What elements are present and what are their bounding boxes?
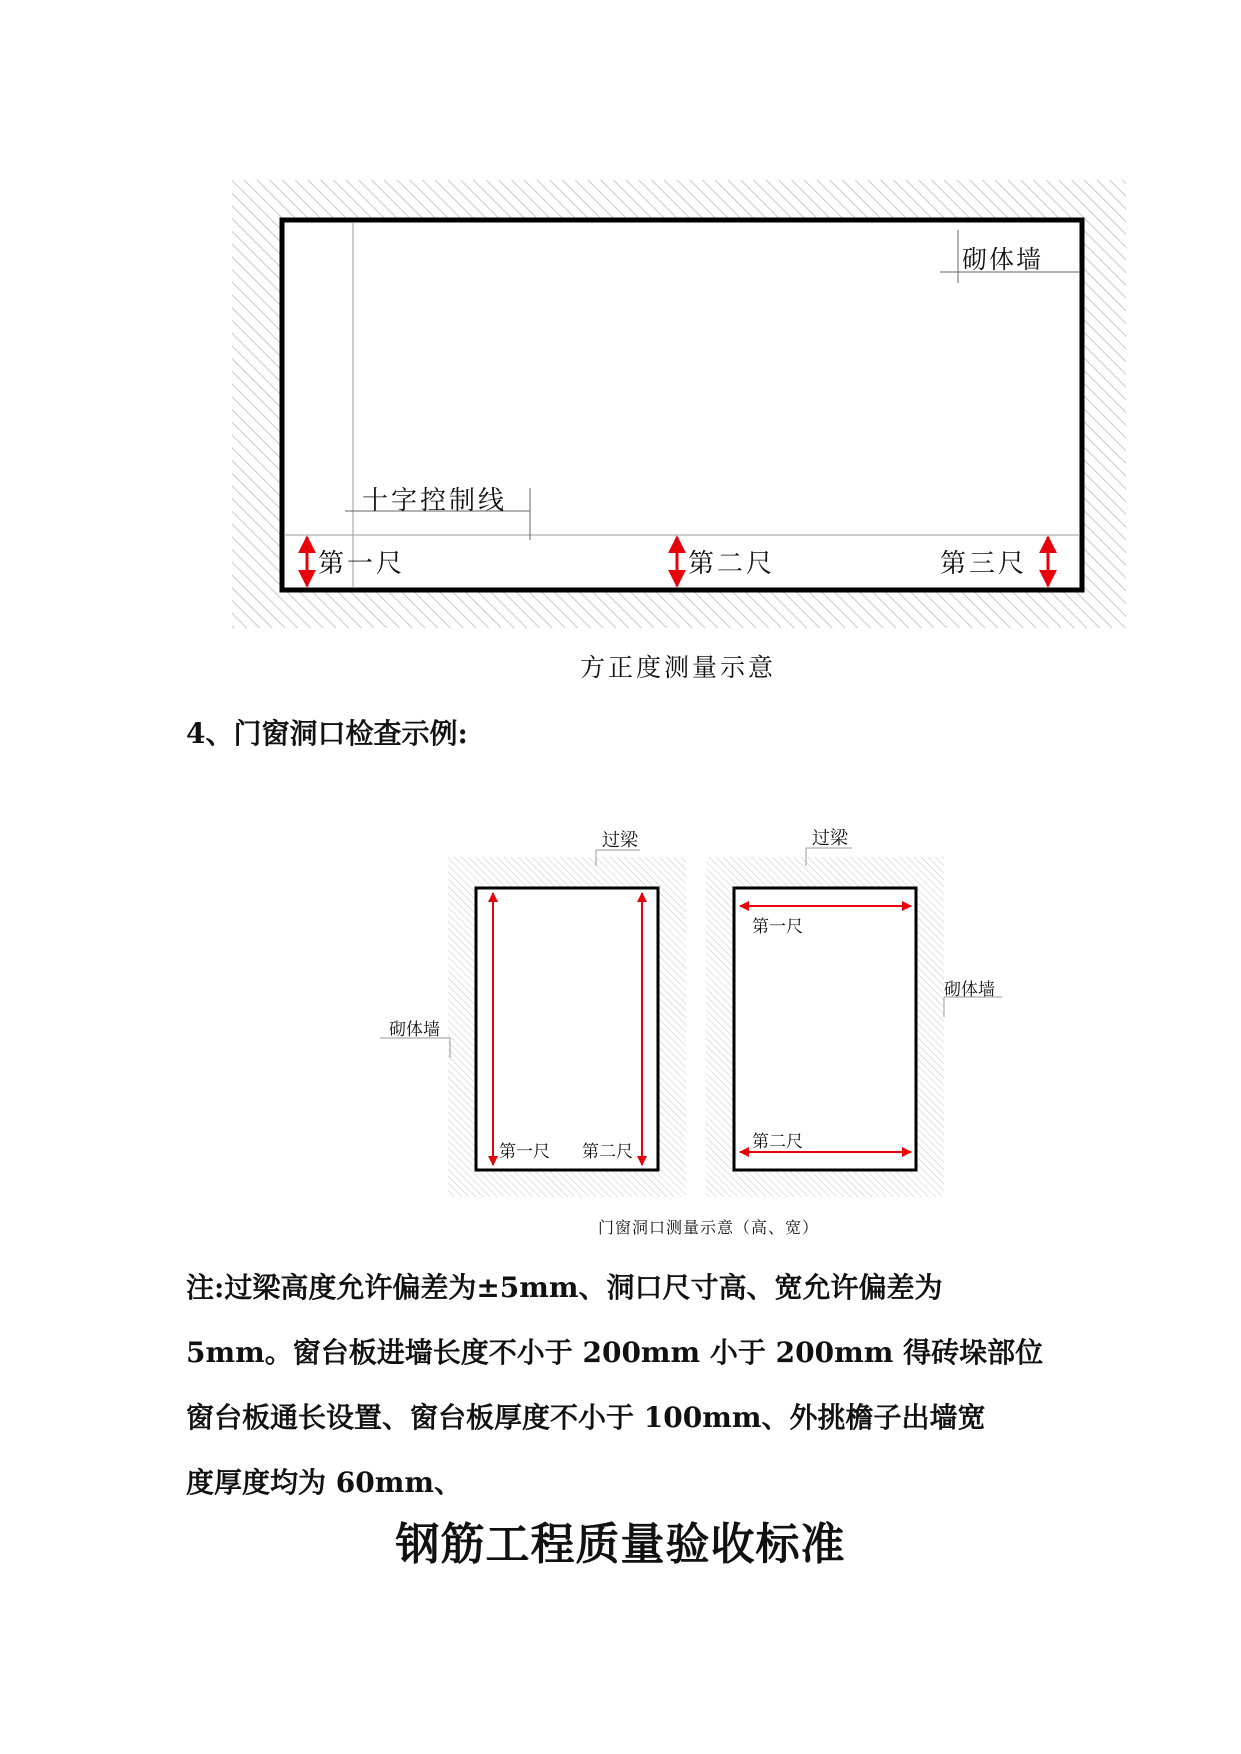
ruler-label-left-1: 第一尺	[499, 1142, 550, 1162]
opening-caption: 门窗洞口测量示意（高、宽）	[598, 1218, 820, 1237]
note-line-3: 窗台板通长设置、窗台板厚度不小于 100mm、外挑檐子出墙宽	[186, 1401, 986, 1434]
ruler-label-1: 第一尺	[318, 549, 406, 579]
ruler-label-right-2: 第二尺	[752, 1132, 803, 1152]
note-line-1: 注:过梁高度允许偏差为±5mm、洞口尺寸高、宽允许偏差为	[186, 1271, 943, 1304]
note-line-4: 度厚度均为 60mm、	[186, 1466, 462, 1499]
wall-label-left: 砌体墙	[389, 1020, 440, 1040]
note-paragraph	[186, 1255, 1066, 1515]
next-section-title: 钢筋工程质量验收标准	[395, 1519, 846, 1570]
control-line-label: 十字控制线	[362, 486, 508, 516]
opening-frame-left	[476, 888, 658, 1170]
squareness-caption: 方正度测量示意	[580, 653, 777, 682]
ruler-label-right-1: 第一尺	[752, 917, 803, 937]
ruler-label-2: 第二尺	[688, 549, 776, 579]
section-heading: 4、门窗洞口检查示例:	[186, 717, 468, 750]
ruler-label-3: 第三尺	[940, 549, 1028, 579]
opening-width-diagram	[706, 848, 1002, 1197]
ruler-label-left-2: 第二尺	[582, 1142, 633, 1162]
lintel-label-right: 过梁	[812, 828, 848, 849]
lintel-label-left: 过梁	[602, 830, 638, 851]
wall-label: 砌体墙	[962, 245, 1044, 274]
wall-label-right: 砌体墙	[944, 980, 995, 1000]
note-line-2: 5mm。窗台板进墙长度不小于 200mm 小于 200mm 得砖垛部位	[186, 1336, 1044, 1369]
